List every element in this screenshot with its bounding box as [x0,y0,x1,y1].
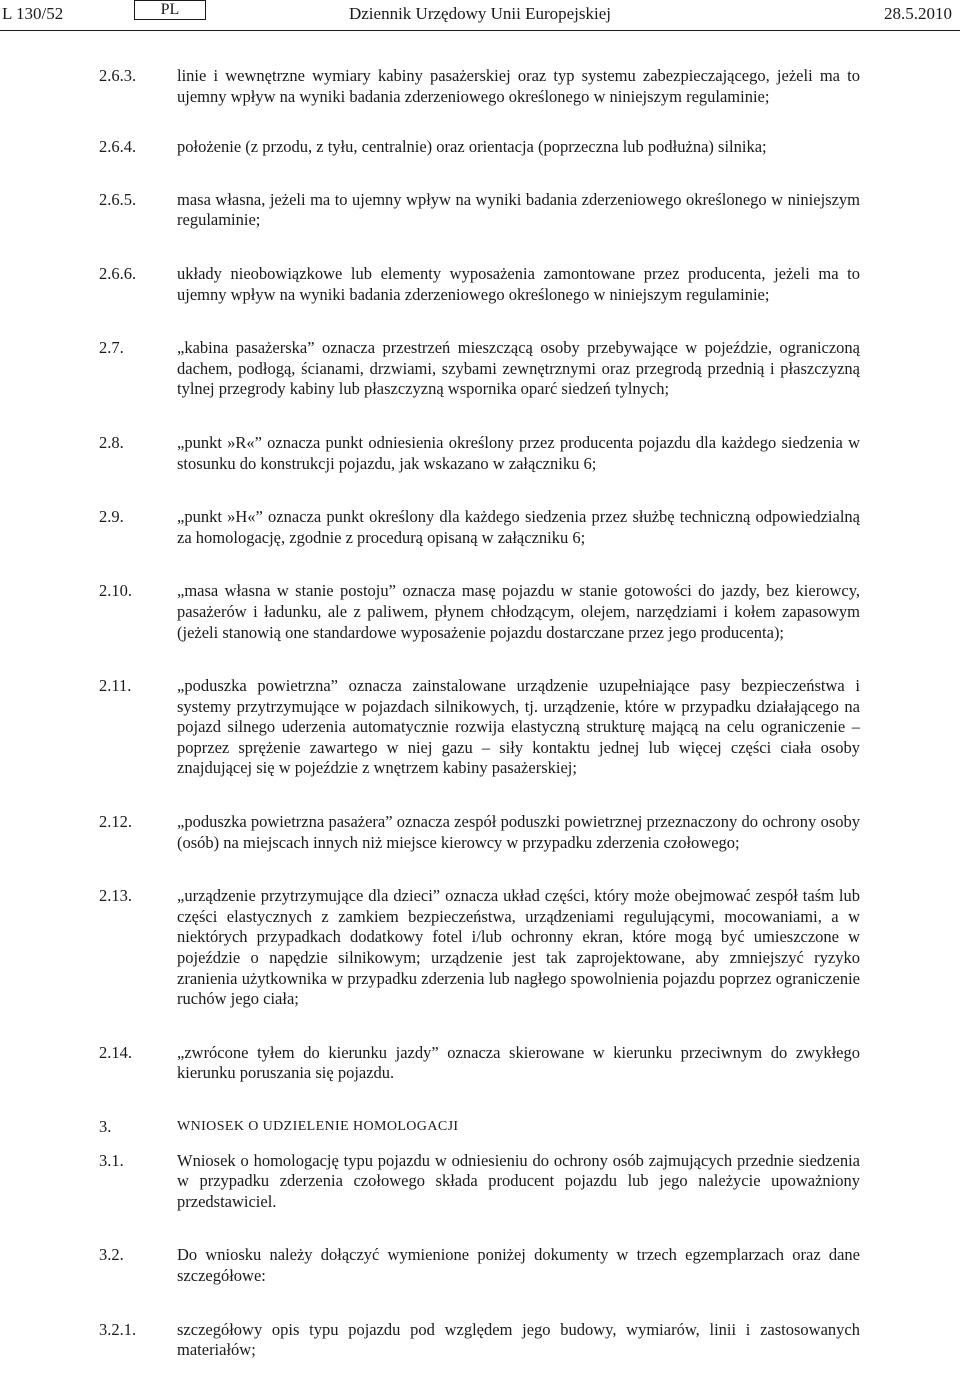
paragraph-text: układy nieobowiązkowe lub elementy wyposażenia zamontowane przez producenta, jeżeli ma to ujemny wpływ na wyniki badania zderzeniowego określonego w niniejszym regulaminie; [177,263,860,304]
paragraph-number: 2.7. [99,338,124,358]
paragraph-number: 3.1. [99,1150,124,1170]
paragraph-number: 2.8. [99,432,124,452]
paragraph-text: „punkt »R«” oznacza punkt odniesienia określony przez producenta pojazdu dla każdego siedzenia w stosunku do konstrukcji pojazdu, jak wskazano w załączniku 6; [177,432,860,473]
paragraph-number: 2.11. [99,676,132,696]
paragraph-number: 2.6.6. [99,263,137,283]
paragraph-text: „punkt »H«” oznacza punkt określony dla każdego siedzenia przez służbę techniczną odpowiedzialną za homologację, zgodnie z procedurą opisaną w załączniku 6; [177,507,860,547]
journal-title: Dziennik Urzędowy Unii Europejskiej [348,4,611,23]
page-header [0,0,960,36]
paragraph-number: 2.9. [99,507,124,527]
paragraph-2-6-4 [0,137,960,158]
paragraph-text: położenie (z przodu, z tyłu, centralnie) oraz orientacja (poprzeczna lub podłużna) silnika; [177,137,767,157]
paragraph-number: 2.6.4. [99,137,137,157]
paragraph-text: Do wniosku należy dołączyć wymienione poniżej dokumenty w trzech egzemplarzach oraz dane szczegółowe: [177,1245,860,1285]
paragraph-number: 3.2.1. [99,1319,137,1339]
header-divider [0,30,960,31]
section-heading-3 [0,1117,960,1138]
paragraph-3-2 [0,1245,960,1286]
paragraph-2-9 [0,507,960,548]
paragraph-2-6-3 [0,66,960,107]
paragraph-number: 3.2. [99,1245,124,1265]
document-body [0,66,960,1361]
paragraph-text: „masa własna w stanie postoju” oznacza masę pojazdu w stanie gotowości do jazdy, bez kierowcy, pasażerów i ładunku, ale z paliwem, płynem chłodzącym, olejem, narzędziami i kołem zapasowym (jeżeli stanowią one standardowe wyposażenie pojazdu dostarczane przez jego producenta); [177,581,860,642]
paragraph-number: 2.6.5. [99,189,137,209]
paragraph-text: linie i wewnętrzne wymiary kabiny pasażerskiej oraz typ systemu zabezpieczającego, jeżeli ma to ujemny wpływ na wyniki badania zderzeniowego określonego w niniejszym regulaminie; [177,66,860,106]
paragraph-2-7 [0,338,960,400]
publication-date: 28.5.2010 [884,4,952,23]
paragraph-2-14 [0,1043,960,1084]
paragraph-2-11 [0,676,960,779]
paragraph-2-10 [0,581,960,643]
paragraph-number: 2.13. [99,886,132,906]
paragraph-number: 2.10. [99,581,132,601]
paragraph-number: 2.12. [99,812,132,832]
paragraph-2-6-5 [0,190,960,231]
paragraph-number: 2.6.3. [99,66,137,85]
paragraph-2-13 [0,886,960,1010]
section-number: 3. [99,1117,112,1136]
section-title: WNIOSEK O UDZIELENIE HOMOLOGACJI [177,1119,459,1134]
paragraph-2-8 [0,433,960,474]
paragraph-2-6-6 [0,264,960,305]
paragraph-3-2-1 [0,1320,960,1361]
paragraph-3-1 [0,1151,960,1213]
paragraph-text: „zwrócone tyłem do kierunku jazdy” oznacza skierowane w kierunku przeciwnym do zwykłego kierunku poruszania się pojazdu. [177,1042,860,1083]
paragraph-number: 2.14. [99,1042,132,1062]
page-reference: L 130/52 [2,4,64,23]
paragraph-text: „urządzenie przytrzymujące dla dzieci” oznacza układ części, który może obejmować zespół taśm lub części elastycznych z zamkiem bezpieczeństwa, urządzeniami regulującymi, mocowaniami, a w niektórych przypadkach dodatkowy fotel i/lub ochronny ekran, które mogą być umieszczone w pojeździe o napędzie silnikowym; urządzenie jest tak zaprojektowane, aby zmniejszyć ryzyko zranienia użytkownika w przypadku zderzenia lub nagłego spowolnienia pojazdu poprzez ograniczenie ruchów jego ciała; [177,886,860,1009]
language-badge: PL [134,0,206,20]
paragraph-text: „poduszka powietrzna” oznacza zainstalowane urządzenie uzupełniające pasy bezpieczeństwa i systemy przytrzymujące w pojazdach silnikowych, tj. urządzenie, które w przypadku działającego na pojazd silnego uderzenia automatycznie rozwija elastyczną strukturę mającą na celu ograniczenie – poprzez sprężenie zawartego w niej gazu – siły kontaktu jednej lub więcej części ciała osoby znajdującej się w pojeździe z wnętrzem kabiny pasażerskiej; [177,676,860,778]
paragraph-text: „poduszka powietrzna pasażera” oznacza zespół poduszki powietrznej przeznaczony do ochrony osoby (osób) na miejscach innych niż miejsce kierowcy w przypadku zderzenia czołowego; [177,812,860,852]
paragraph-text: masa własna, jeżeli ma to ujemny wpływ na wyniki badania zderzeniowego określonego w niniejszym regulaminie; [177,189,860,230]
paragraph-text: szczegółowy opis typu pojazdu pod względem jego budowy, wymiarów, linii i zastosowanych materiałów; [177,1319,860,1360]
paragraph-text: Wniosek o homologację typu pojazdu w odniesieniu do ochrony osób zajmujących przednie siedzenia w przypadku zderzenia czołowego składa producent pojazdu lub jego należycie upoważniony przedstawiciel. [177,1150,860,1211]
paragraph-2-12 [0,812,960,853]
paragraph-text: „kabina pasażerska” oznacza przestrzeń mieszczącą osoby przebywające w pojeździe, ograniczoną dachem, podłogą, ścianami, drzwiami, szybami zewnętrznymi oraz przegrodą przednią i płaszczyzną tylnej przegrody kabiny lub płaszczyzną wspornika oparć siedzeń tylnych; [177,338,860,399]
